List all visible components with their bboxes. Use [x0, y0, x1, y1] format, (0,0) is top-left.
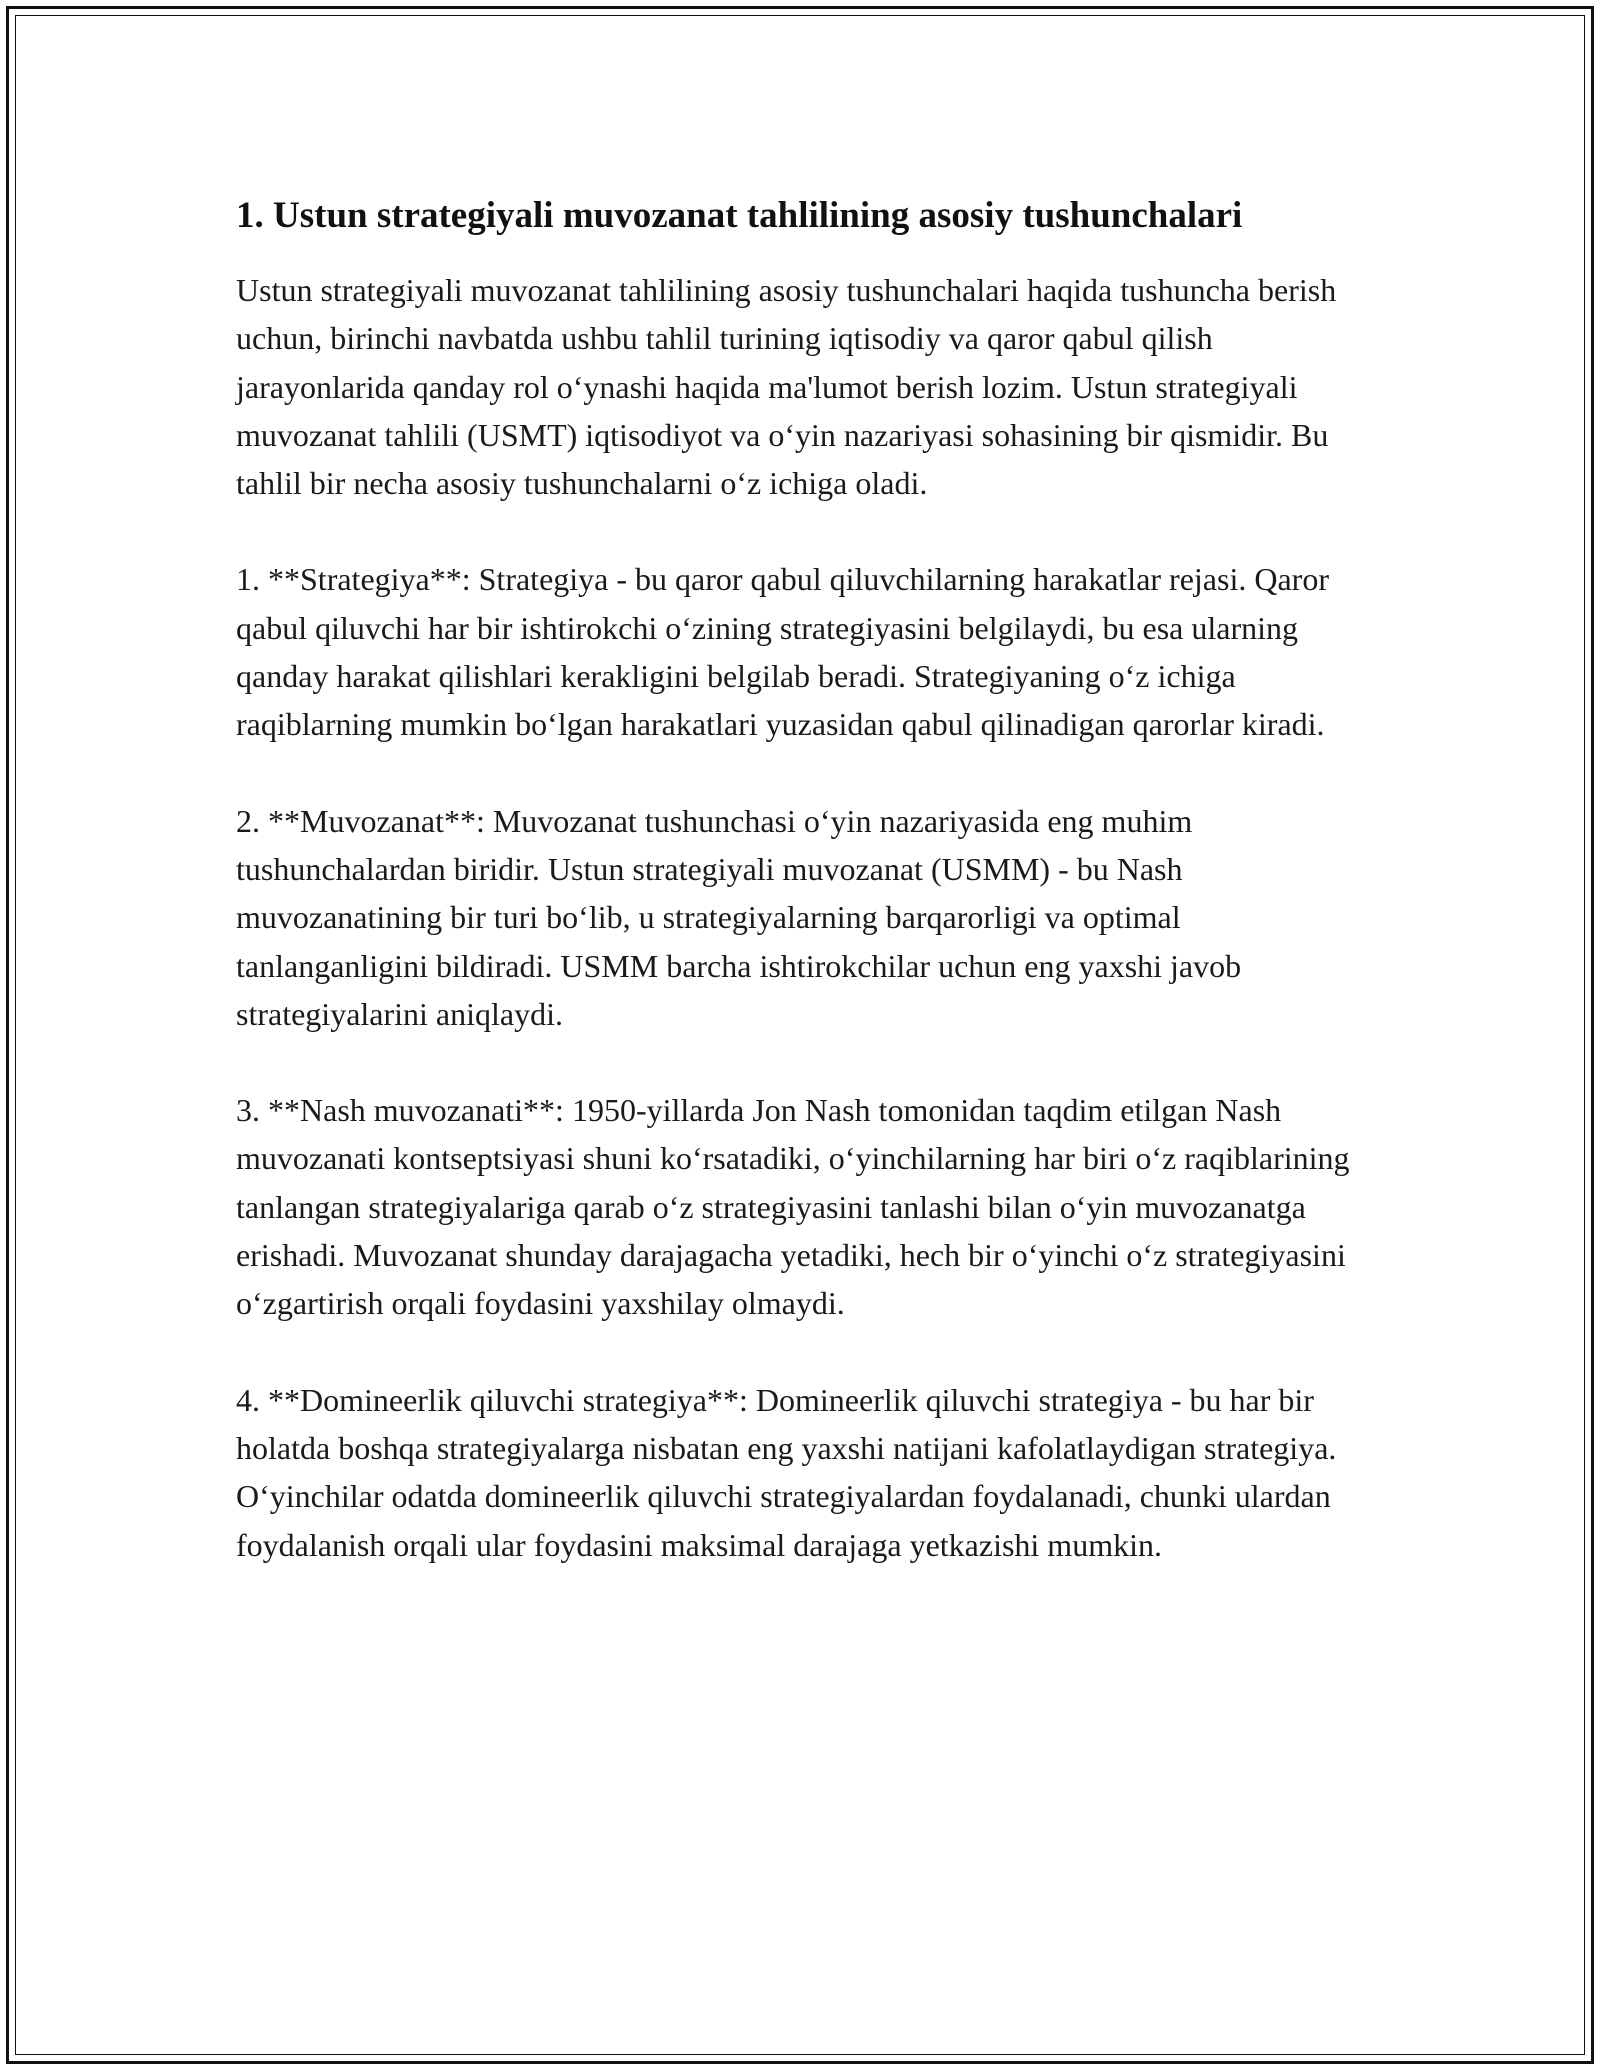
- page-title: 1. Ustun strategiyali muvozanat tahlilining asosiy tushunchalari: [236, 195, 1243, 236]
- section-domineerlik-strategiya: 4. **Domineerlik qiluvchi strategiya**: Domineerlik qiluvchi strategiya - bu har bir holatda boshqa strategiyalarga nisbatan eng yaxshi natijani kafolatlaydigan strategiya. O‘yinchilar odatda domineerlik qiluvchi strategiyalardan foydalanadi, chunki ulardan foydalanish orqali ular foydasini maksimal darajaga yetkazishi mumkin.: [236, 1381, 1337, 1563]
- section-strategiya: 1. **Strategiya**: Strategiya - bu qaror qabul qiluvchilarning harakatlar rejasi. Qaror qabul qiluvchi har bir ishtirokchi o‘zining strategiyasini belgilaydi, bu esa ularning qanday harakat qilishlari kerakligini belgilab beradi. Strategiyaning o‘z ichiga raqiblarning mumkin bo‘lgan harakatlari yuzasidan qabul qilinadigan qarorlar kiradi.: [236, 561, 1329, 743]
- section-muvozanat: 2. **Muvozanat**: Muvozanat tushunchasi o‘yin nazariyasida eng muhim tushunchalardan biridir. Ustun strategiyali muvozanat (USMM) - bu Nash muvozanatining bir turi bo‘lib, u strategiyalarning barqarorligi va optimal tanlanganligini bildiradi. USMM barcha ishtirokchilar uchun eng yaxshi javob strategiyalarini aniqlaydi.: [236, 802, 1242, 1032]
- intro-paragraph: Ustun strategiyali muvozanat tahlilining asosiy tushunchalari haqida tushuncha berish uchun, birinchi navbatda ushbu tahlil turining iqtisodiy va qaror qabul qilish jarayonlarida qanday rol o‘ynashi haqida ma'lumot berish lozim. Ustun strategiyali muvozanat tahlili (USMT) iqtisodiyot va o‘yin nazariyasi sohasining bir qismidir. Bu tahlil bir necha asosiy tushunchalarni o‘z ichiga oladi.: [236, 272, 1337, 502]
- document-body: [236, 188, 1376, 1569]
- section-nash-muvozanati: 3. **Nash muvozanati**: 1950-yillarda Jon Nash tomonidan taqdim etilgan Nash muvozanati kontseptsiyasi shuni ko‘rsatadiki, o‘yinchilarning har biri o‘z raqiblarining tanlangan strategiyalariga qarab o‘z strategiyasini tanlashi bilan o‘yin muvozanatga erishadi. Muvozanat shunday darajagacha yetadiki, hech bir o‘yinchi o‘z strategiyasini o‘zgartirish orqali foydasini yaxshilay olmaydi.: [236, 1092, 1350, 1322]
